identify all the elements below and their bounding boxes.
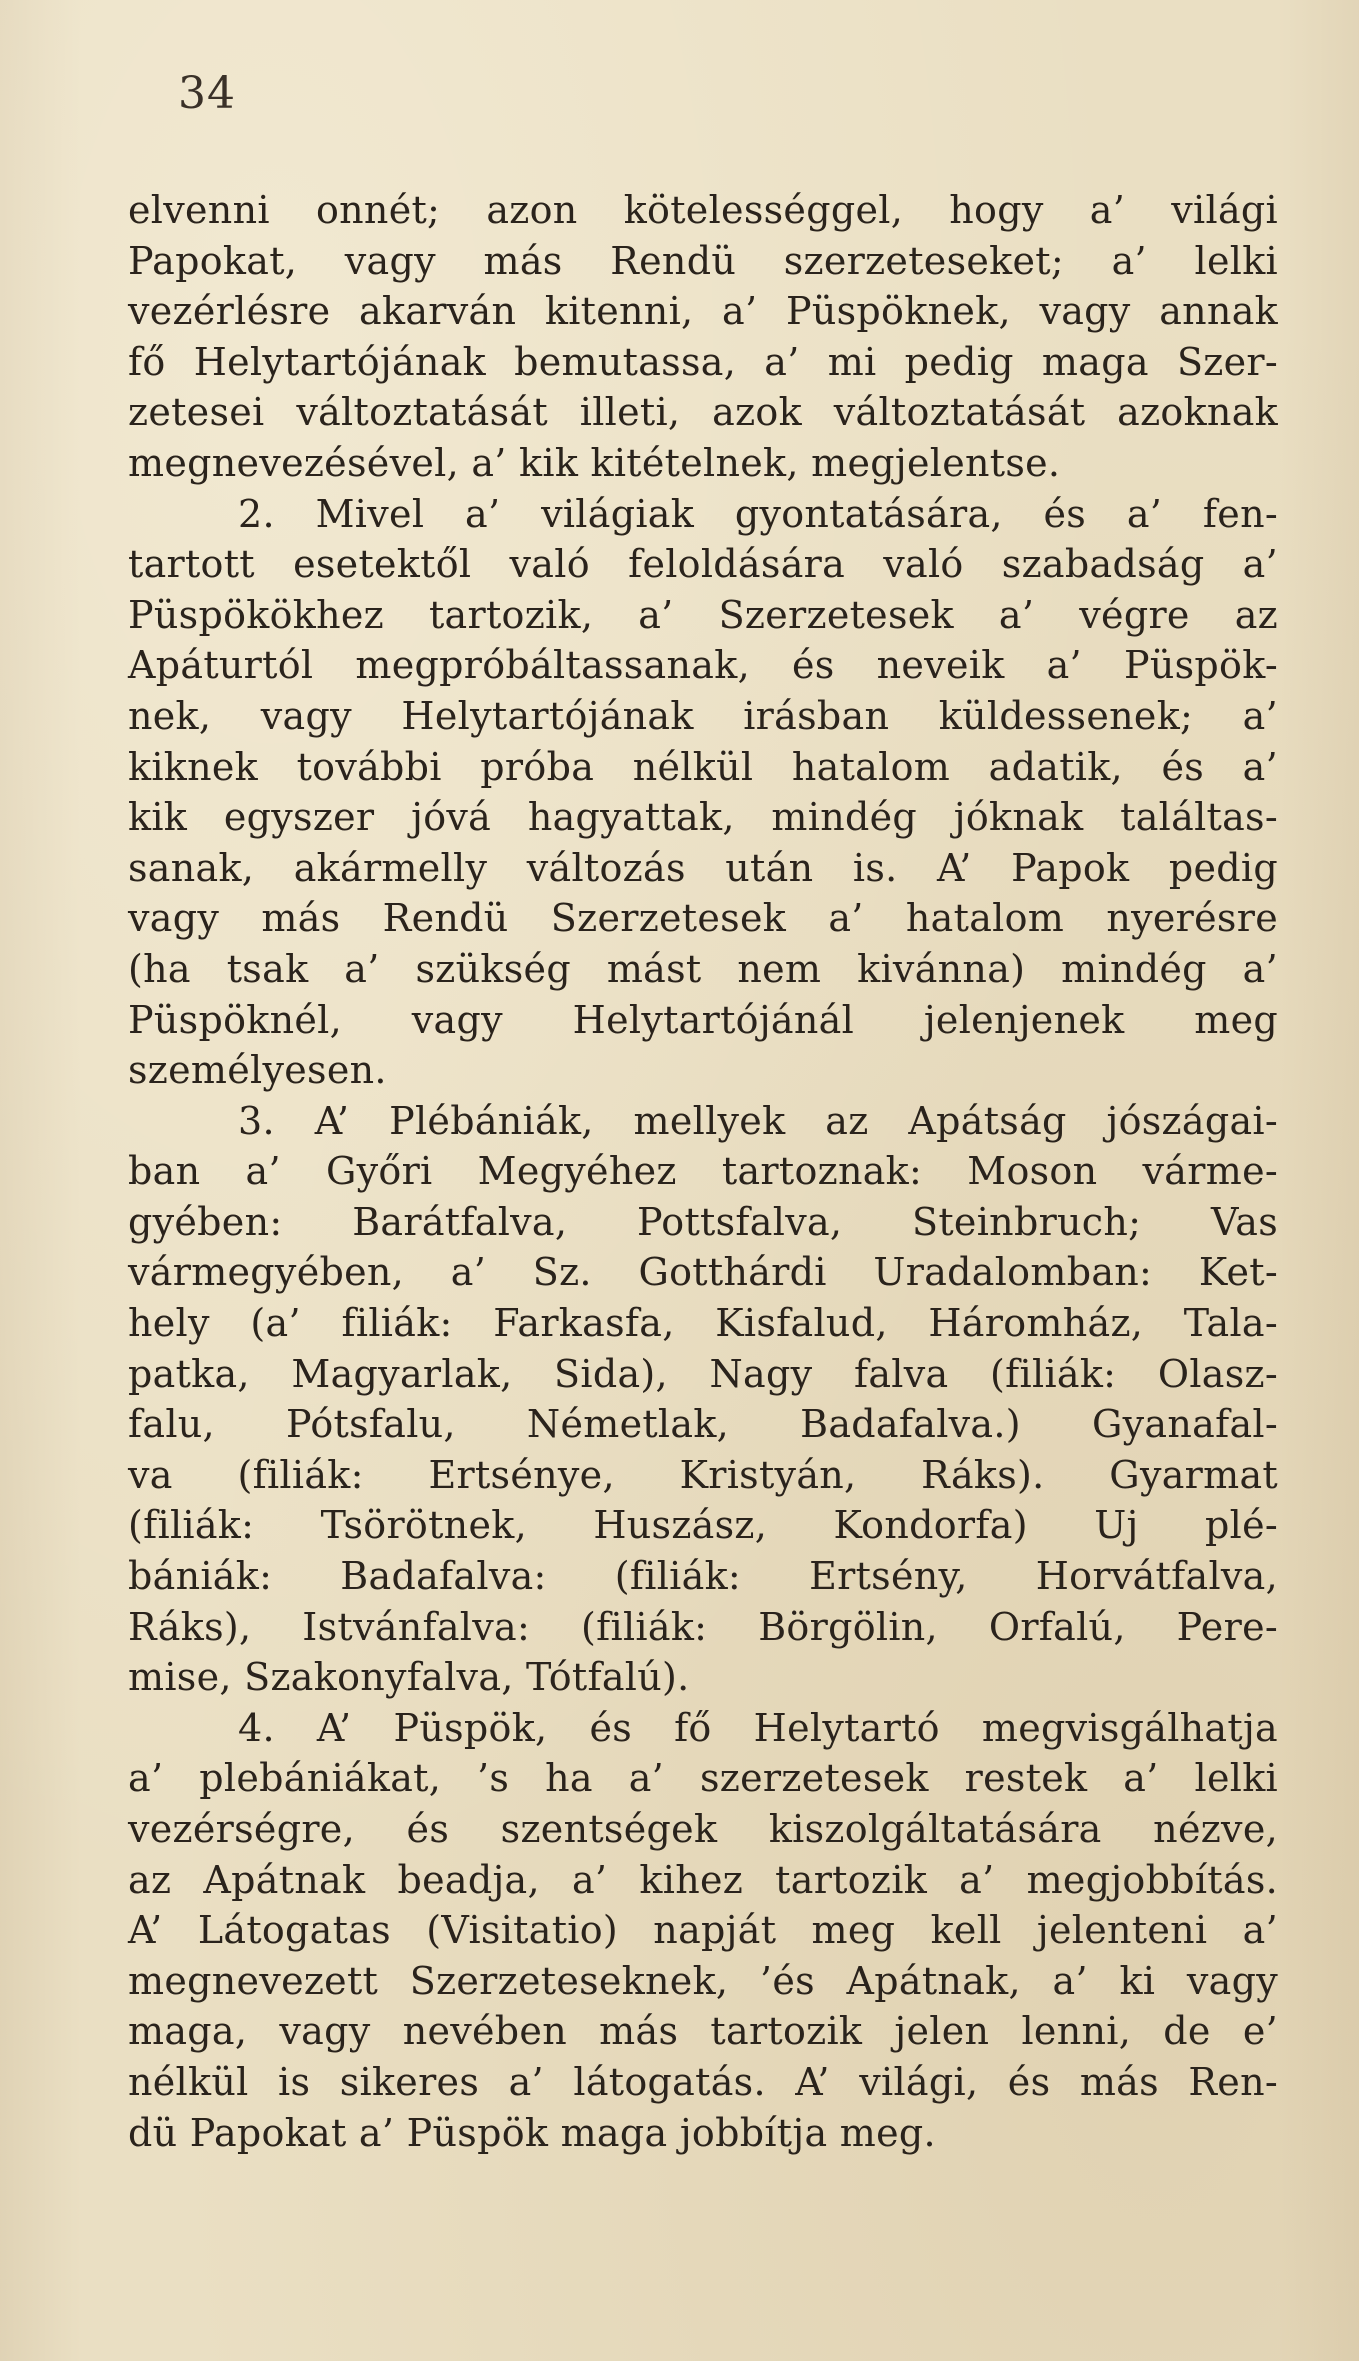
text-line: nek, vagy Helytartójának irásban küldessenek; a’ bbox=[128, 693, 1278, 738]
text-line: zetesei változtatását illeti, azok változtatását azoknak bbox=[128, 390, 1278, 435]
text-line: vagy más Rendü Szerzetesek a’ hatalom nyerésre bbox=[128, 896, 1278, 941]
text-line: falu, Pótsfalu, Németlak, Badafalva.) Gyanafal- bbox=[128, 1402, 1278, 1447]
text-line: dü Papokat a’ Püspök maga jobbítja meg. bbox=[128, 2110, 936, 2155]
body-text bbox=[128, 185, 1278, 2158]
text-line: mise, Szakonyfalva, Tótfalú). bbox=[128, 1655, 690, 1700]
text-line: sanak, akármelly változás után is. A’ Papok pedig bbox=[128, 845, 1278, 890]
text-line: gyében: Barátfalva, Pottsfalva, Steinbruch; Vas bbox=[128, 1199, 1278, 1244]
text-line: tartott esetektől való feloldására való szabadság a’ bbox=[128, 542, 1278, 587]
text-line: az Apátnak beadja, a’ kihez tartozik a’ megjobbítás. bbox=[128, 1857, 1278, 1902]
text-line: (ha tsak a’ szükség mást nem kivánna) mindég a’ bbox=[128, 946, 1278, 991]
text-line: kik egyszer jóvá hagyattak, mindég jóknak találtas- bbox=[128, 795, 1278, 840]
paragraph-3-start: 3. A’ Plébániák, mellyek az Apátság jószágai- bbox=[238, 1098, 1278, 1143]
text-line: bániák: Badafalva: (filiák: Ertsény, Horvátfalva, bbox=[128, 1554, 1278, 1599]
text-line: nélkül is sikeres a’ látogatás. A’ világi, és más Ren- bbox=[128, 2059, 1278, 2104]
text-line: személyesen. bbox=[128, 1048, 387, 1093]
text-line: patka, Magyarlak, Sida), Nagy falva (filiák: Olasz- bbox=[128, 1351, 1278, 1396]
text-line: ban a’ Győri Megyéhez tartoznak: Moson várme- bbox=[128, 1149, 1278, 1194]
text-line: kiknek további próba nélkül hatalom adatik, és a’ bbox=[128, 744, 1278, 789]
text-line: (filiák: Tsörötnek, Huszász, Kondorfa) Uj plé- bbox=[128, 1503, 1278, 1548]
text-line: vármegyében, a’ Sz. Gotthárdi Uradalomban: Ket- bbox=[128, 1250, 1278, 1295]
text-line: va (filiák: Ertsénye, Kristyán, Ráks). Gyarmat bbox=[128, 1452, 1278, 1497]
text-line: Püspöknél, vagy Helytartójánál jelenjenek meg bbox=[128, 997, 1278, 1042]
text-line: fő Helytartójának bemutassa, a’ mi pedig maga Szer- bbox=[128, 339, 1278, 384]
text-line: a’ plebániákat, ’s ha a’ szerzetesek restek a’ lelki bbox=[128, 1756, 1278, 1801]
text-line: Papokat, vagy más Rendü szerzeteseket; a’ lelki bbox=[128, 238, 1278, 283]
text-line: maga, vagy nevében más tartozik jelen lenni, de e’ bbox=[128, 2009, 1278, 2054]
text-line: Ráks), Istvánfalva: (filiák: Börgölin, Orfalú, Pere- bbox=[128, 1604, 1278, 1649]
text-line: Apáturtól megpróbáltassanak, és neveik a’ Püspök- bbox=[128, 643, 1278, 688]
paragraph-4-start: 4. A’ Püspök, és fő Helytartó megvisgálhatja bbox=[238, 1705, 1278, 1750]
text-line: vezérségre, és szentségek kiszolgáltatására nézve, bbox=[128, 1807, 1278, 1851]
paragraph-2-start: 2. Mivel a’ világiak gyontatására, és a’ fen- bbox=[238, 491, 1278, 536]
text-line: megnevezésével, a’ kik kitételnek, megjelentse. bbox=[128, 440, 1061, 485]
text-line: Püspökökhez tartozik, a’ Szerzetesek a’ végre az bbox=[128, 592, 1278, 637]
text-line: vezérlésre akarván kitenni, a’ Püspöknek, vagy annak bbox=[128, 289, 1278, 334]
text-line: hely (a’ filiák: Farkasfa, Kisfalud, Háromház, Tala- bbox=[128, 1301, 1278, 1346]
text-line: megnevezett Szerzeteseknek, ’és Apátnak, a’ ki vagy bbox=[128, 1958, 1278, 2003]
text-line: A’ Látogatas (Visitatio) napját meg kell jelenteni a’ bbox=[128, 1908, 1278, 1953]
page-number: 34 bbox=[178, 68, 236, 119]
text-line: elvenni onnét; azon kötelességgel, hogy a’ világi bbox=[128, 188, 1278, 232]
